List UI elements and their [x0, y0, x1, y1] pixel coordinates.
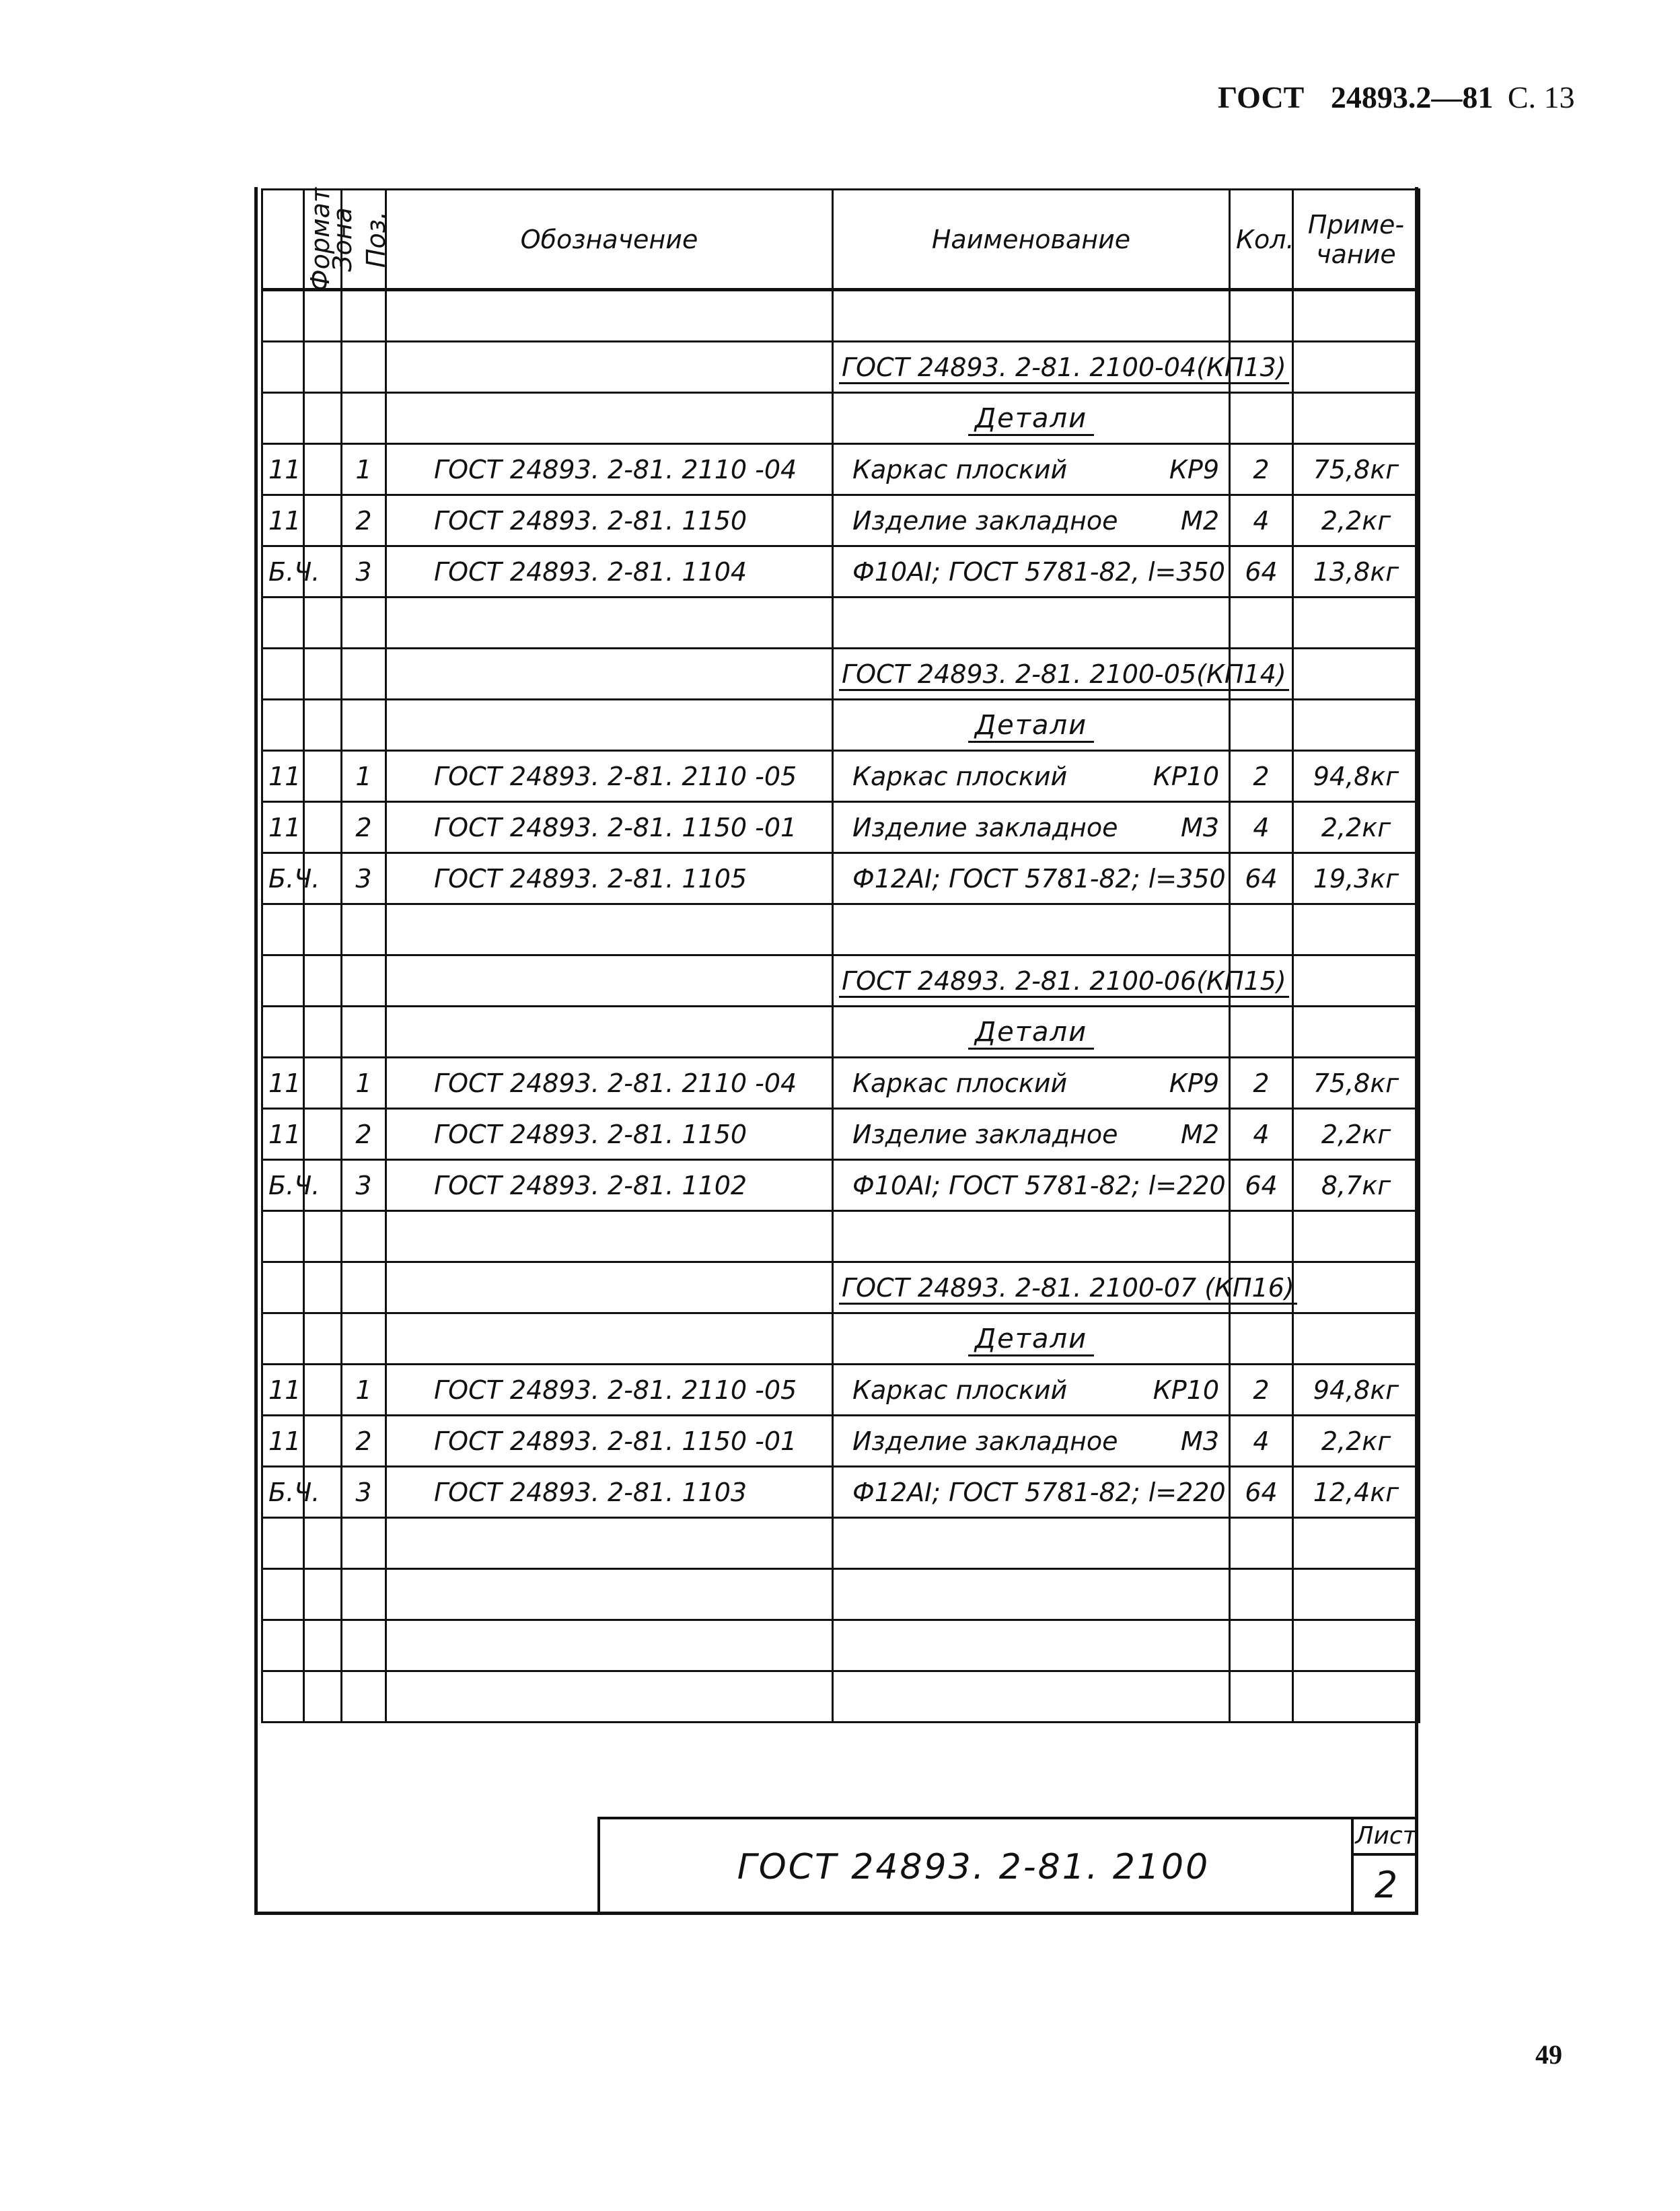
name-cell [833, 802, 1230, 853]
group-title-text: ГОСТ 24893. 2-81. 2100-07 (КП16) [839, 1273, 1297, 1305]
empty-cell [1230, 904, 1293, 955]
empty-cell [833, 1211, 1230, 1262]
empty-cell [386, 1620, 833, 1671]
group-title [833, 1262, 1294, 1313]
section-title [833, 700, 1230, 751]
name-text: Каркас плоский [852, 1375, 1068, 1405]
empty-cell [1293, 1211, 1420, 1262]
empty-cell [1293, 1569, 1420, 1620]
specification-table [261, 188, 1420, 1723]
empty-cell [262, 1262, 304, 1313]
empty-cell [304, 1211, 342, 1262]
note-cell: 13,8кг [1293, 546, 1420, 597]
empty-cell [386, 1313, 833, 1365]
header-gost: ГОСТ [1218, 80, 1305, 114]
empty-cell [1293, 393, 1420, 444]
section-title-row [262, 700, 1420, 751]
sheet-label: Лист [1354, 1819, 1418, 1856]
group-title-text: ГОСТ 24893. 2-81. 2100-06(КП15) [839, 966, 1289, 998]
pos-cell: 2 [342, 1416, 386, 1467]
empty-cell [304, 904, 342, 955]
note-cell: 8,7кг [1293, 1160, 1420, 1211]
qty-cell: 64 [1230, 1467, 1293, 1518]
empty-cell [1230, 1671, 1293, 1723]
empty-cell [342, 1313, 386, 1365]
empty-cell [386, 955, 833, 1007]
empty-cell [342, 290, 386, 342]
empty-cell [342, 342, 386, 393]
name-cell [833, 444, 1230, 495]
group-title-row [262, 1262, 1420, 1313]
table-row [262, 1058, 1420, 1109]
table-row [262, 1416, 1420, 1467]
empty-cell [1230, 290, 1293, 342]
section-title [833, 1313, 1230, 1365]
header-number: 24893.2—81 [1330, 80, 1494, 114]
empty-cell [304, 1620, 342, 1671]
designation-cell: ГОСТ 24893. 2-81. 1105 [386, 853, 833, 904]
empty-cell [833, 1569, 1230, 1620]
empty-cell [304, 955, 342, 1007]
designation-cell: ГОСТ 24893. 2-81. 1104 [386, 546, 833, 597]
empty-cell [1230, 1518, 1293, 1569]
designation-cell: ГОСТ 24893. 2-81. 2110 -04 [386, 1058, 833, 1109]
designation-cell: ГОСТ 24893. 2-81. 2110 -04 [386, 444, 833, 495]
name-text: Каркас плоский [852, 454, 1068, 484]
mark-text: КР9 [1169, 454, 1219, 484]
table-row [262, 1160, 1420, 1211]
designation-cell: ГОСТ 24893. 2-81. 2110 -05 [386, 1365, 833, 1416]
group-title-row [262, 955, 1420, 1007]
empty-cell [304, 700, 342, 751]
zone-cell [304, 802, 342, 853]
empty-cell [342, 1671, 386, 1723]
note-cell: 2,2кг [1293, 1416, 1420, 1467]
document-code: ГОСТ 24893. 2-81. 2100 [737, 1847, 1210, 1887]
pos-cell: 2 [342, 495, 386, 546]
zone-cell [304, 1058, 342, 1109]
format-cell: 11 [262, 1416, 304, 1467]
empty-cell [1293, 290, 1420, 342]
empty-cell [386, 393, 833, 444]
zone-cell [304, 1365, 342, 1416]
zone-cell [304, 1109, 342, 1160]
pos-cell: 3 [342, 1467, 386, 1518]
empty-cell [262, 1518, 304, 1569]
format-cell: Б.Ч. [262, 546, 304, 597]
name-cell [833, 751, 1230, 802]
format-cell: 11 [262, 495, 304, 546]
section-title-text: Детали [968, 710, 1094, 743]
section-title [833, 1007, 1230, 1058]
note-cell: 2,2кг [1293, 1109, 1420, 1160]
table-header-row [262, 190, 1420, 290]
qty-cell: 4 [1230, 1109, 1293, 1160]
table-row [262, 802, 1420, 853]
title-block [597, 1817, 1418, 1915]
format-cell: 11 [262, 1058, 304, 1109]
name-cell [833, 1160, 1230, 1211]
zone-cell [304, 1416, 342, 1467]
table-row [262, 546, 1420, 597]
empty-row [262, 1620, 1420, 1671]
empty-cell [262, 342, 304, 393]
qty-cell: 2 [1230, 444, 1293, 495]
empty-cell [262, 955, 304, 1007]
note-cell: 94,8кг [1293, 1365, 1420, 1416]
empty-cell [304, 1671, 342, 1723]
qty-cell: 64 [1230, 853, 1293, 904]
name-text: Каркас плоский [852, 1068, 1068, 1098]
empty-cell [262, 290, 304, 342]
empty-cell [342, 1262, 386, 1313]
designation-cell: ГОСТ 24893. 2-81. 1102 [386, 1160, 833, 1211]
sheet-box [1351, 1819, 1418, 1915]
name-text: Изделие закладное [852, 1119, 1118, 1149]
zone-cell [304, 751, 342, 802]
name-text: Изделие закладное [852, 505, 1118, 536]
format-cell: Б.Ч. [262, 853, 304, 904]
empty-cell [304, 1313, 342, 1365]
name-text: Изделие закладное [852, 812, 1118, 842]
empty-cell [1230, 1211, 1293, 1262]
pos-cell: 1 [342, 1365, 386, 1416]
empty-cell [262, 1569, 304, 1620]
empty-row [262, 1518, 1420, 1569]
empty-cell [342, 1620, 386, 1671]
empty-cell [262, 904, 304, 955]
table-row [262, 1467, 1420, 1518]
group-title-row [262, 649, 1420, 700]
qty-cell: 4 [1230, 1416, 1293, 1467]
empty-cell [386, 904, 833, 955]
format-cell: Б.Ч. [262, 1467, 304, 1518]
note-cell: 94,8кг [1293, 751, 1420, 802]
empty-row [262, 597, 1420, 649]
format-cell: 11 [262, 1109, 304, 1160]
group-title-row [262, 342, 1420, 393]
empty-row [262, 1569, 1420, 1620]
empty-cell [342, 904, 386, 955]
note-cell: 2,2кг [1293, 495, 1420, 546]
qty-cell: 4 [1230, 495, 1293, 546]
empty-cell [262, 1007, 304, 1058]
name-cell [833, 1416, 1230, 1467]
empty-cell [262, 1313, 304, 1365]
empty-cell [386, 1671, 833, 1723]
qty-cell: 2 [1230, 751, 1293, 802]
format-cell: 11 [262, 751, 304, 802]
mark-text: КР10 [1153, 761, 1219, 791]
pos-cell: 2 [342, 1109, 386, 1160]
empty-cell [1230, 700, 1293, 751]
pos-cell: 2 [342, 802, 386, 853]
note-cell: 75,8кг [1293, 444, 1420, 495]
col-note: Приме- чание [1293, 190, 1420, 290]
table-row [262, 1365, 1420, 1416]
empty-cell [386, 649, 833, 700]
name-cell [833, 853, 1230, 904]
format-cell: 11 [262, 802, 304, 853]
empty-cell [1293, 649, 1420, 700]
empty-cell [304, 1569, 342, 1620]
section-title-text: Детали [968, 1324, 1094, 1356]
empty-cell [1230, 597, 1293, 649]
empty-cell [304, 342, 342, 393]
table-body [262, 290, 1420, 1723]
mark-text: М3 [1181, 812, 1219, 842]
empty-cell [262, 700, 304, 751]
table-row [262, 1109, 1420, 1160]
empty-cell [386, 597, 833, 649]
empty-row [262, 904, 1420, 955]
empty-cell [1293, 597, 1420, 649]
empty-cell [342, 1007, 386, 1058]
qty-cell: 4 [1230, 802, 1293, 853]
empty-cell [262, 597, 304, 649]
empty-cell [262, 1671, 304, 1723]
qty-cell: 64 [1230, 546, 1293, 597]
empty-cell [1293, 342, 1420, 393]
empty-cell [1230, 393, 1293, 444]
col-qty: Кол. [1230, 190, 1293, 290]
empty-cell [1293, 1620, 1420, 1671]
empty-cell [833, 1671, 1230, 1723]
empty-cell [304, 393, 342, 444]
empty-cell [342, 1518, 386, 1569]
zone-cell [304, 444, 342, 495]
header-page: С. 13 [1507, 80, 1575, 114]
table-row [262, 751, 1420, 802]
empty-cell [1293, 1671, 1420, 1723]
name-text: Ф10АI; ГОСТ 5781-82; l=220 [852, 1170, 1226, 1200]
empty-cell [304, 1007, 342, 1058]
empty-cell [304, 597, 342, 649]
designation-cell: ГОСТ 24893. 2-81. 1103 [386, 1467, 833, 1518]
empty-cell [1293, 1007, 1420, 1058]
empty-cell [386, 700, 833, 751]
designation-cell: ГОСТ 24893. 2-81. 1150 [386, 1109, 833, 1160]
empty-cell [1293, 955, 1420, 1007]
empty-cell [386, 1569, 833, 1620]
empty-cell [1293, 1518, 1420, 1569]
mark-text: М2 [1181, 505, 1219, 536]
name-text: Каркас плоский [852, 761, 1068, 791]
name-text: Изделие закладное [852, 1426, 1118, 1456]
empty-cell [342, 393, 386, 444]
pos-cell: 3 [342, 853, 386, 904]
empty-cell [342, 700, 386, 751]
format-cell: Б.Ч. [262, 1160, 304, 1211]
section-title-row [262, 1007, 1420, 1058]
pos-cell: 3 [342, 1160, 386, 1211]
qty-cell: 64 [1230, 1160, 1293, 1211]
empty-cell [342, 1569, 386, 1620]
designation-cell: ГОСТ 24893. 2-81. 2110 -05 [386, 751, 833, 802]
empty-cell [1293, 1262, 1420, 1313]
empty-cell [1293, 904, 1420, 955]
empty-cell [833, 1620, 1230, 1671]
note-cell: 2,2кг [1293, 802, 1420, 853]
col-zone: Зона [304, 190, 342, 290]
col-pos: Поз. [342, 190, 386, 290]
empty-cell [1230, 1620, 1293, 1671]
name-cell [833, 1058, 1230, 1109]
qty-cell: 2 [1230, 1365, 1293, 1416]
empty-cell [833, 904, 1230, 955]
group-title [833, 342, 1286, 393]
empty-cell [262, 1620, 304, 1671]
designation-cell: ГОСТ 24893. 2-81. 1150 -01 [386, 1416, 833, 1467]
empty-cell [833, 290, 1230, 342]
empty-cell [342, 597, 386, 649]
name-cell [833, 1365, 1230, 1416]
col-name: Наименование [833, 190, 1230, 290]
group-title-text: ГОСТ 24893. 2-81. 2100-05(КП14) [839, 659, 1289, 691]
zone-cell [304, 495, 342, 546]
name-cell [833, 495, 1230, 546]
format-cell: 11 [262, 444, 304, 495]
mark-text: М3 [1181, 1426, 1219, 1456]
note-cell: 19,3кг [1293, 853, 1420, 904]
empty-cell [833, 597, 1230, 649]
empty-cell [386, 1007, 833, 1058]
empty-row [262, 1671, 1420, 1723]
empty-cell [386, 1211, 833, 1262]
empty-cell [262, 393, 304, 444]
empty-cell [1230, 1569, 1293, 1620]
group-title-text: ГОСТ 24893. 2-81. 2100-04(КП13) [839, 353, 1289, 384]
empty-cell [304, 1518, 342, 1569]
name-text: Ф12АI; ГОСТ 5781-82; l=220 [852, 1477, 1226, 1507]
table-row [262, 444, 1420, 495]
mark-text: М2 [1181, 1119, 1219, 1149]
section-title-row [262, 1313, 1420, 1365]
col-format: Формат [262, 190, 304, 290]
mark-text: КР10 [1153, 1375, 1219, 1405]
pos-cell: 1 [342, 444, 386, 495]
group-title [833, 649, 1286, 700]
section-title [833, 393, 1230, 444]
name-text: Ф10АI; ГОСТ 5781-82, l=350 [852, 556, 1225, 587]
note-cell: 12,4кг [1293, 1467, 1420, 1518]
designation-cell: ГОСТ 24893. 2-81. 1150 [386, 495, 833, 546]
pos-cell: 1 [342, 1058, 386, 1109]
empty-cell [386, 1262, 833, 1313]
empty-cell [1230, 1313, 1293, 1365]
empty-row [262, 290, 1420, 342]
empty-cell [304, 290, 342, 342]
table-row [262, 853, 1420, 904]
name-text: Ф12АI; ГОСТ 5781-82; l=350 [852, 863, 1226, 894]
section-title-text: Детали [968, 403, 1094, 436]
empty-cell [342, 1211, 386, 1262]
empty-row [262, 1211, 1420, 1262]
group-title [833, 955, 1286, 1007]
page-header [1218, 79, 1595, 126]
col-designation: Обозначение [386, 190, 833, 290]
name-cell [833, 546, 1230, 597]
name-cell [833, 1109, 1230, 1160]
format-cell: 11 [262, 1365, 304, 1416]
empty-cell [833, 1518, 1230, 1569]
sheet-number: 2 [1374, 1864, 1398, 1906]
empty-cell [386, 342, 833, 393]
empty-cell [304, 1262, 342, 1313]
pos-cell: 3 [342, 546, 386, 597]
empty-cell [386, 290, 833, 342]
empty-cell [304, 649, 342, 700]
empty-cell [262, 1211, 304, 1262]
designation-cell: ГОСТ 24893. 2-81. 1150 -01 [386, 802, 833, 853]
empty-cell [262, 649, 304, 700]
note-cell: 75,8кг [1293, 1058, 1420, 1109]
empty-cell [342, 955, 386, 1007]
qty-cell: 2 [1230, 1058, 1293, 1109]
empty-cell [1293, 1313, 1420, 1365]
empty-cell [386, 1518, 833, 1569]
section-title-row [262, 393, 1420, 444]
name-cell [833, 1467, 1230, 1518]
mark-text: КР9 [1169, 1068, 1219, 1098]
page-number: 49 [1535, 2039, 1562, 2070]
table-row [262, 495, 1420, 546]
empty-cell [1293, 700, 1420, 751]
section-title-text: Детали [968, 1017, 1094, 1050]
empty-cell [1230, 1007, 1293, 1058]
empty-cell [342, 649, 386, 700]
pos-cell: 1 [342, 751, 386, 802]
